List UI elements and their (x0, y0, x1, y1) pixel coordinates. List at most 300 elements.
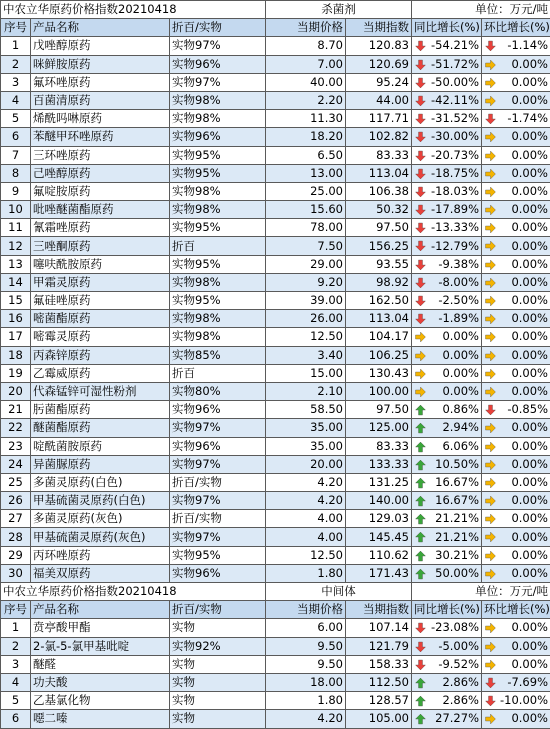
yoy-cell (412, 346, 482, 364)
yoy-value: -17.89% (431, 202, 479, 216)
current-price: 40.00 (266, 73, 346, 91)
table-row (1, 292, 550, 310)
row-no: 7 (1, 146, 31, 164)
row-no: 25 (1, 473, 31, 491)
mom-cell (482, 328, 550, 346)
section-title-row (1, 583, 550, 601)
table-row (1, 110, 550, 128)
red-down-arrow-icon (484, 404, 497, 416)
current-price: 18.20 (266, 128, 346, 146)
table-row (1, 710, 550, 728)
header-product-name: 产品名称 (31, 19, 170, 37)
header-basis: 折百/实物 (170, 19, 266, 37)
mom-cell (482, 710, 550, 728)
current-index: 145.45 (346, 528, 412, 546)
yoy-cell (412, 564, 482, 582)
current-price: 2.20 (266, 91, 346, 109)
mom-cell (482, 164, 550, 182)
mom-value: 0.00% (511, 530, 548, 544)
red-down-arrow-icon (484, 677, 497, 689)
row-no: 4 (1, 673, 31, 691)
basis: 实物96% (170, 564, 266, 582)
mom-value: 0.00% (511, 166, 548, 180)
current-index: 106.25 (346, 346, 412, 364)
mom-cell (482, 692, 550, 710)
mom-value: 0.00% (511, 184, 548, 198)
yoy-value: -18.75% (431, 166, 479, 180)
current-index: 83.33 (346, 437, 412, 455)
header-price: 当期价格 (266, 19, 346, 37)
table-row (1, 73, 550, 91)
mom-cell (482, 346, 550, 364)
product-name: 丙环唑原药 (31, 546, 170, 564)
yoy-value: -30.00% (431, 129, 479, 143)
yellow-right-arrow-icon (484, 77, 497, 89)
current-price: 4.20 (266, 710, 346, 728)
green-up-arrow-icon (414, 513, 427, 525)
yellow-right-arrow-icon (414, 331, 427, 343)
current-price: 1.80 (266, 564, 346, 582)
basis: 实物95% (170, 164, 266, 182)
current-index: 140.00 (346, 492, 412, 510)
green-up-arrow-icon (414, 713, 427, 725)
mom-cell (482, 437, 550, 455)
current-price: 7.00 (266, 55, 346, 73)
product-name: 肟菌酯原药 (31, 401, 170, 419)
yoy-value: -23.08% (431, 620, 479, 634)
yellow-right-arrow-icon (484, 422, 497, 434)
mom-cell (482, 419, 550, 437)
current-index: 98.92 (346, 273, 412, 291)
table-row (1, 419, 550, 437)
current-index: 44.00 (346, 91, 412, 109)
section-title-row (1, 1, 550, 19)
red-down-arrow-icon (414, 113, 427, 125)
current-price: 12.50 (266, 328, 346, 346)
mom-cell (482, 55, 550, 73)
mom-cell (482, 673, 550, 691)
basis: 实物95% (170, 219, 266, 237)
mom-cell (482, 382, 550, 400)
product-name: 己唑醇原药 (31, 164, 170, 182)
yoy-value: -2.50% (438, 293, 479, 307)
row-no: 26 (1, 492, 31, 510)
mom-value: 0.00% (511, 439, 548, 453)
red-down-arrow-icon (414, 622, 427, 634)
red-down-arrow-icon (414, 131, 427, 143)
yoy-cell (412, 382, 482, 400)
header-price: 当期价格 (266, 601, 346, 619)
column-header-row (1, 601, 550, 619)
yoy-cell (412, 110, 482, 128)
product-name: 甲基硫菌灵原药(灰色) (31, 528, 170, 546)
yellow-right-arrow-icon (484, 331, 497, 343)
header-product-name: 产品名称 (31, 601, 170, 619)
section-category: 中间体 (266, 583, 412, 601)
red-down-arrow-icon (414, 259, 427, 271)
red-down-arrow-icon (484, 113, 497, 125)
row-no: 2 (1, 637, 31, 655)
mom-value: -1.74% (507, 111, 548, 125)
yoy-cell (412, 201, 482, 219)
yoy-cell (412, 273, 482, 291)
yoy-value: 2.86% (442, 693, 479, 707)
yellow-right-arrow-icon (484, 168, 497, 180)
green-up-arrow-icon (414, 677, 427, 689)
yellow-right-arrow-icon (484, 186, 497, 198)
row-no: 1 (1, 37, 31, 55)
mom-value: 0.00% (511, 493, 548, 507)
yoy-cell (412, 182, 482, 200)
mom-value: 0.00% (511, 548, 548, 562)
yoy-cell (412, 692, 482, 710)
mom-value: 0.00% (511, 239, 548, 253)
yellow-right-arrow-icon (484, 313, 497, 325)
table-row (1, 328, 550, 346)
yoy-value: 21.21% (435, 511, 479, 525)
row-no: 6 (1, 710, 31, 728)
mom-cell (482, 128, 550, 146)
product-name: 百菌清原药 (31, 91, 170, 109)
current-index: 113.04 (346, 310, 412, 328)
row-no: 13 (1, 255, 31, 273)
header-index: 当期指数 (346, 19, 412, 37)
current-index: 120.69 (346, 55, 412, 73)
current-price: 3.40 (266, 346, 346, 364)
current-price: 4.20 (266, 492, 346, 510)
mom-cell (482, 91, 550, 109)
table-row (1, 401, 550, 419)
yoy-cell (412, 328, 482, 346)
yellow-right-arrow-icon (484, 277, 497, 289)
mom-cell (482, 237, 550, 255)
yoy-value: 0.00% (442, 329, 479, 343)
mom-value: 0.00% (511, 639, 548, 653)
red-down-arrow-icon (484, 40, 497, 52)
yoy-cell (412, 128, 482, 146)
basis: 实物96% (170, 128, 266, 146)
current-price: 6.50 (266, 146, 346, 164)
yellow-right-arrow-icon (484, 259, 497, 271)
row-no: 22 (1, 419, 31, 437)
row-no: 20 (1, 382, 31, 400)
mom-cell (482, 201, 550, 219)
row-no: 5 (1, 692, 31, 710)
product-name: 咪鲜胺原药 (31, 55, 170, 73)
header-mom: 环比增长(%) (482, 601, 550, 619)
yellow-right-arrow-icon (484, 59, 497, 71)
table-row (1, 637, 550, 655)
green-up-arrow-icon (414, 441, 427, 453)
mom-cell (482, 146, 550, 164)
current-index: 105.00 (346, 710, 412, 728)
yoy-value: 0.00% (442, 384, 479, 398)
yellow-right-arrow-icon (414, 386, 427, 398)
mom-cell (482, 455, 550, 473)
red-down-arrow-icon (414, 59, 427, 71)
mom-value: 0.00% (511, 75, 548, 89)
yoy-value: -13.33% (431, 220, 479, 234)
header-yoy: 同比增长(%) (412, 601, 482, 619)
table-body (1, 1, 550, 729)
current-index: 97.50 (346, 219, 412, 237)
current-index: 129.03 (346, 510, 412, 528)
yellow-right-arrow-icon (484, 131, 497, 143)
row-no: 2 (1, 55, 31, 73)
current-index: 50.32 (346, 201, 412, 219)
yoy-cell (412, 364, 482, 382)
basis: 实物98% (170, 182, 266, 200)
yoy-value: 2.94% (442, 420, 479, 434)
product-name: 三唑酮原药 (31, 237, 170, 255)
product-name: 2-氯-5-氯甲基吡啶 (31, 637, 170, 655)
current-index: 131.25 (346, 473, 412, 491)
current-price: 2.10 (266, 382, 346, 400)
yoy-value: 10.50% (435, 457, 479, 471)
green-up-arrow-icon (414, 568, 427, 580)
product-name: 嘧霉灵原药 (31, 328, 170, 346)
yellow-right-arrow-icon (414, 368, 427, 380)
current-price: 12.50 (266, 546, 346, 564)
row-no: 9 (1, 182, 31, 200)
basis: 实物95% (170, 255, 266, 273)
mom-value: 0.00% (511, 220, 548, 234)
current-index: 97.50 (346, 401, 412, 419)
current-index: 106.38 (346, 182, 412, 200)
yoy-value: -5.00% (438, 639, 479, 653)
mom-value: 0.00% (511, 384, 548, 398)
row-no: 12 (1, 237, 31, 255)
yoy-value: -18.03% (431, 184, 479, 198)
table-row (1, 91, 550, 109)
mom-value: 0.00% (511, 293, 548, 307)
table-row (1, 619, 550, 637)
basis: 实物97% (170, 37, 266, 55)
mom-cell (482, 401, 550, 419)
row-no: 8 (1, 164, 31, 182)
current-index: 130.43 (346, 364, 412, 382)
row-no: 19 (1, 364, 31, 382)
product-name: 多菌灵原药(灰色) (31, 510, 170, 528)
yellow-right-arrow-icon (484, 350, 497, 362)
current-price: 7.50 (266, 237, 346, 255)
yoy-value: -31.52% (431, 111, 479, 125)
yoy-cell (412, 419, 482, 437)
mom-cell (482, 510, 550, 528)
product-name: 啶酰菌胺原药 (31, 437, 170, 455)
row-no: 10 (1, 201, 31, 219)
yoy-cell (412, 546, 482, 564)
mom-value: 0.00% (511, 711, 548, 725)
basis: 实物98% (170, 201, 266, 219)
yoy-cell (412, 473, 482, 491)
mom-cell (482, 110, 550, 128)
basis: 实物95% (170, 146, 266, 164)
yoy-cell (412, 655, 482, 673)
yoy-cell (412, 292, 482, 310)
table-row (1, 528, 550, 546)
yoy-value: -9.38% (438, 257, 479, 271)
table-row (1, 219, 550, 237)
row-no: 18 (1, 346, 31, 364)
section-title: 中农立华原药价格指数20210418 (1, 1, 266, 19)
yoy-value: 27.27% (435, 711, 479, 725)
current-price: 8.70 (266, 37, 346, 55)
yoy-value: 0.86% (442, 402, 479, 416)
mom-cell (482, 655, 550, 673)
basis: 实物92% (170, 637, 266, 655)
product-name: 代森锰锌可湿性粉剂 (31, 382, 170, 400)
basis: 实物95% (170, 546, 266, 564)
red-down-arrow-icon (484, 695, 497, 707)
yoy-value: 6.06% (442, 439, 479, 453)
basis: 折百 (170, 364, 266, 382)
table-row (1, 128, 550, 146)
yellow-right-arrow-icon (484, 222, 497, 234)
mom-value: 0.00% (511, 257, 548, 271)
yellow-right-arrow-icon (484, 495, 497, 507)
yoy-cell (412, 510, 482, 528)
table-row (1, 55, 550, 73)
red-down-arrow-icon (414, 295, 427, 307)
header-basis: 折百/实物 (170, 601, 266, 619)
current-price: 13.00 (266, 164, 346, 182)
table-row (1, 437, 550, 455)
yoy-value: 0.00% (442, 348, 479, 362)
basis: 实物96% (170, 401, 266, 419)
basis: 折百 (170, 237, 266, 255)
current-index: 133.33 (346, 455, 412, 473)
current-price: 4.00 (266, 510, 346, 528)
yoy-value: 50.00% (435, 566, 479, 580)
mom-cell (482, 528, 550, 546)
current-index: 171.43 (346, 564, 412, 582)
product-name: 多菌灵原药(白色) (31, 473, 170, 491)
yoy-cell (412, 55, 482, 73)
mom-value: 0.00% (511, 202, 548, 216)
table-row (1, 692, 550, 710)
table-row (1, 655, 550, 673)
yellow-right-arrow-icon (484, 150, 497, 162)
current-price: 15.60 (266, 201, 346, 219)
yellow-right-arrow-icon (484, 513, 497, 525)
yoy-value: 0.00% (442, 366, 479, 380)
row-no: 5 (1, 110, 31, 128)
mom-value: 0.00% (511, 366, 548, 380)
basis: 实物 (170, 710, 266, 728)
basis: 实物97% (170, 528, 266, 546)
yellow-right-arrow-icon (484, 459, 497, 471)
product-name: 醚醛 (31, 655, 170, 673)
yellow-right-arrow-icon (484, 441, 497, 453)
yellow-right-arrow-icon (484, 204, 497, 216)
current-price: 78.00 (266, 219, 346, 237)
header-mom: 环比增长(%) (482, 19, 550, 37)
current-price: 6.00 (266, 619, 346, 637)
mom-value: 0.00% (511, 57, 548, 71)
mom-cell (482, 310, 550, 328)
row-no: 21 (1, 401, 31, 419)
yoy-value: -9.52% (438, 657, 479, 671)
yellow-right-arrow-icon (484, 568, 497, 580)
yellow-right-arrow-icon (484, 477, 497, 489)
product-name: 氟硅唑原药 (31, 292, 170, 310)
table-row (1, 182, 550, 200)
mom-value: -7.69% (507, 675, 548, 689)
mom-cell (482, 473, 550, 491)
yoy-cell (412, 637, 482, 655)
current-index: 158.33 (346, 655, 412, 673)
product-name: 吡唑醚菌酯原药 (31, 201, 170, 219)
current-index: 83.33 (346, 146, 412, 164)
mom-cell (482, 292, 550, 310)
yoy-value: 16.67% (435, 475, 479, 489)
green-up-arrow-icon (414, 531, 427, 543)
current-price: 11.30 (266, 110, 346, 128)
mom-cell (482, 564, 550, 582)
mom-value: -10.00% (500, 693, 548, 707)
red-down-arrow-icon (414, 186, 427, 198)
current-index: 93.55 (346, 255, 412, 273)
red-down-arrow-icon (414, 222, 427, 234)
basis: 实物97% (170, 492, 266, 510)
current-price: 4.00 (266, 528, 346, 546)
mom-value: 0.00% (511, 129, 548, 143)
yoy-value: -12.79% (431, 239, 479, 253)
basis: 实物 (170, 619, 266, 637)
row-no: 17 (1, 328, 31, 346)
column-header-row (1, 19, 550, 37)
yoy-cell (412, 164, 482, 182)
current-index: 100.00 (346, 382, 412, 400)
row-no: 3 (1, 73, 31, 91)
row-no: 29 (1, 546, 31, 564)
red-down-arrow-icon (414, 77, 427, 89)
yoy-value: -54.21% (431, 38, 479, 52)
table-row (1, 273, 550, 291)
table-row (1, 201, 550, 219)
table-row (1, 146, 550, 164)
yoy-cell (412, 73, 482, 91)
basis: 实物98% (170, 110, 266, 128)
yoy-cell (412, 492, 482, 510)
mom-value: 0.00% (511, 420, 548, 434)
current-price: 4.20 (266, 473, 346, 491)
mom-cell (482, 255, 550, 273)
product-name: 氟环唑原药 (31, 73, 170, 91)
red-down-arrow-icon (414, 204, 427, 216)
yoy-cell (412, 437, 482, 455)
row-no: 11 (1, 219, 31, 237)
product-name: 贲亭酸甲酯 (31, 619, 170, 637)
mom-value: 0.00% (511, 457, 548, 471)
product-name: 乙基氯化物 (31, 692, 170, 710)
mom-value: -0.85% (507, 402, 548, 416)
yoy-cell (412, 237, 482, 255)
red-down-arrow-icon (414, 641, 427, 653)
yellow-right-arrow-icon (484, 641, 497, 653)
header-yoy: 同比增长(%) (412, 19, 482, 37)
product-name: 苯醚甲环唑原药 (31, 128, 170, 146)
current-price: 26.00 (266, 310, 346, 328)
table-row (1, 510, 550, 528)
row-no: 4 (1, 91, 31, 109)
mom-cell (482, 637, 550, 655)
yoy-value: 16.67% (435, 493, 479, 507)
yoy-cell (412, 91, 482, 109)
mom-cell (482, 273, 550, 291)
header-no: 序号 (1, 19, 31, 37)
